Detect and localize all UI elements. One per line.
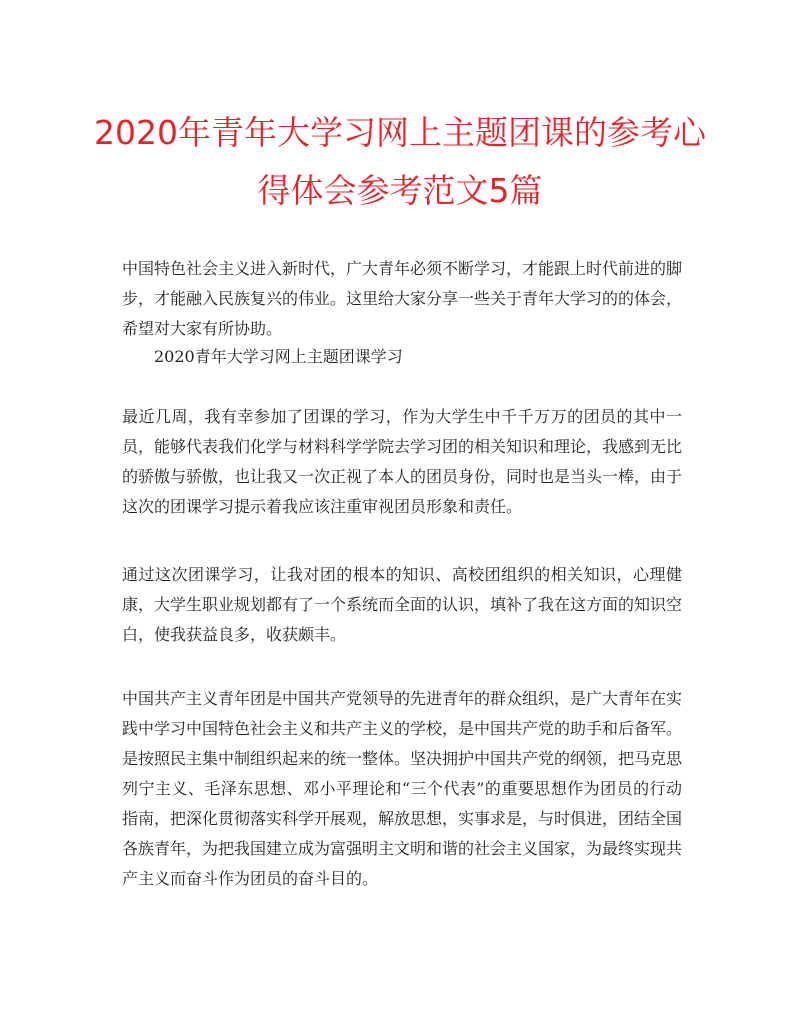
document-title-line-2: 得体会参考范文5篇 (257, 171, 543, 210)
document-title-line-1: 2020年青年大学习网上主题团课的参考心 (94, 113, 706, 152)
body-paragraph-3: 中国共产主义青年团是中国共产党领导的先进青年的群众组织，是广大青年在实践中学习中国特色社会主义和共产主义的学校，是中国共产党的助手和后备军。是按照民主集中制组织起来的统一整体。坚决拥护中国共产党的纲领，把马克思列宁主义、毛泽东思想、邓小平理论和“三个代表”的重要思想作为团员的行动指南，把深化贯彻落实科学开展观，解放思想，实事求是，与时俱进，团结全国各族青年，为把我国建立成为富强明主文明和谐的社会主义国家，为最终实现共产主义而奋斗作为团员的奋斗目的。 (122, 689, 683, 888)
intro-paragraph: 中国特色社会主义进入新时代，广大青年必须不断学习，才能跟上时代前进的脚步，才能融入民族复兴的伟业。这里给大家分享一些关于青年大学习的的体会，希望对大家有所协助。 (122, 259, 683, 338)
body-paragraph-2: 通过这次团课学习，让我对团的根本的知识、高校团组织的相关知识，心理健康，大学生职业规划都有了一个系统而全面的认识，填补了我在这方面的知识空白，使我获益良多，收获颇丰。 (122, 565, 683, 644)
body-paragraph-1: 最近几周，我有幸参加了团课的学习，作为大学生中千千万万的团员的其中一员，能够代表我们化学与材料科学学院去学习团的相关知识和理论，我感到无比的骄傲与骄傲，也让我又一次正视了本人的团员身份，同时也是当头一棒，由于这次的团课学习提示着我应该注重审视团员形象和责任。 (122, 407, 683, 516)
section-subtitle: 2020青年大学习网上主题团课学习 (154, 347, 403, 366)
